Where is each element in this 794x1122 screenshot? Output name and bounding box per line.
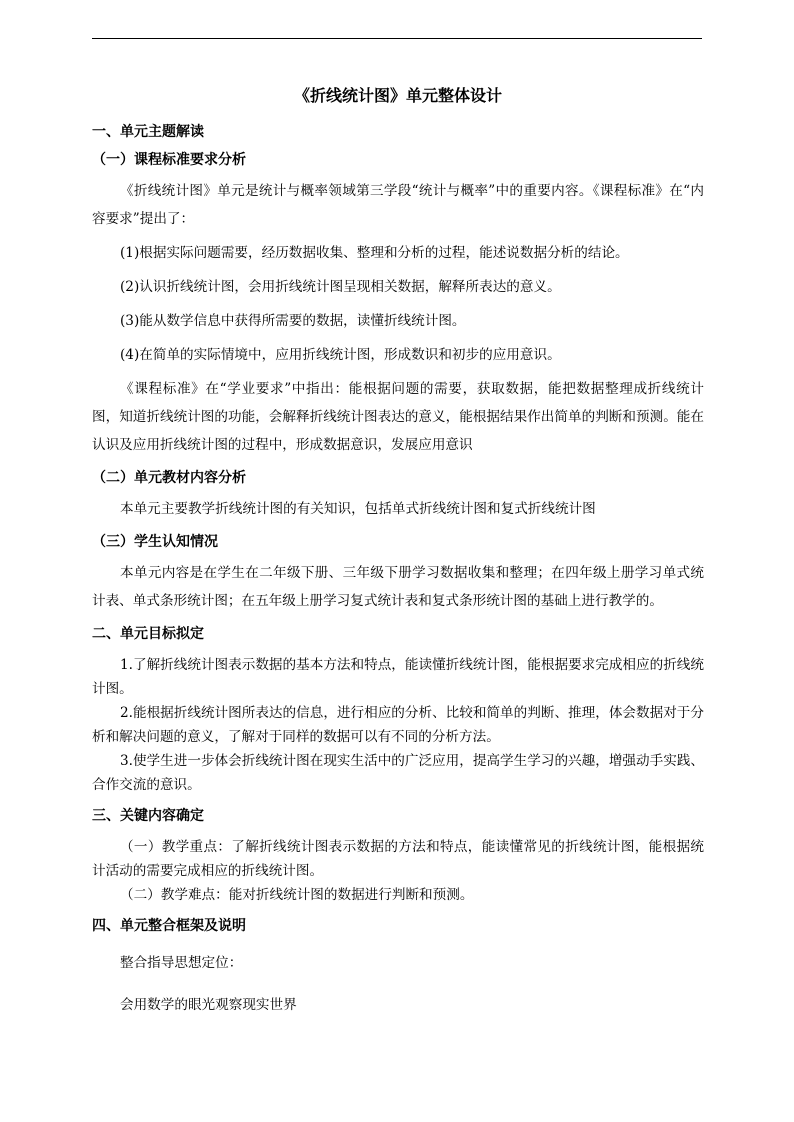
integration-guideline: 整合指导思想定位：	[120, 955, 243, 971]
standard-item-4: (4)在简单的实际情境中，应用折线统计图，形成数识和初步的应用意识。	[120, 347, 561, 363]
page-title: 《折线统计图》单元整体设计	[293, 86, 502, 105]
section-1-2-text: 本单元主要教学折线统计图的有关知识，包括单式折线统计图和复式折线统计图	[120, 501, 596, 517]
section-3-heading: 三、关键内容确定	[92, 808, 204, 824]
standard-item-2: (2)认识折线统计图，会用折线统计图呈现相关数据，解释所表达的意义。	[120, 279, 561, 295]
goal-3: 3.使学生进一步体会折线统计图在现实生活中的广泛应用，提高学生学习的兴趣，增强动手实践、合作交流的意识。	[92, 753, 704, 793]
section-1-1-heading: （一）课程标准要求分析	[92, 152, 246, 168]
document-body	[92, 85, 704, 1019]
teaching-difficulty: （二）教学难点：能对折线统计图的数据进行判断和预测。	[120, 887, 474, 903]
section-2-heading: 二、单元目标拟定	[92, 626, 204, 642]
integration-point: 会用数学的眼光观察现实世界	[120, 997, 297, 1013]
goal-2: 2.能根据折线统计图所表达的信息，进行相应的分析、比较和简单的判断、推理，体会数据对于分析和解决问题的意义，了解对于同样的数据可以有不同的分析方法。	[92, 705, 704, 745]
standard-item-3: (3)能从数学信息中获得所需要的数据，读懂折线统计图。	[120, 313, 466, 329]
goal-1: 1.了解折线统计图表示数据的基本方法和特点，能读懂折线统计图，能根据要求完成相应的折线统计图。	[92, 657, 704, 697]
header-rule	[92, 38, 702, 39]
section-1-3-heading: （三）学生认知情况	[92, 534, 218, 550]
section-4-heading: 四、单元整合框架及说明	[92, 918, 246, 934]
section-1-1-intro: 《折线统计图》单元是统计与概率领域第三学段“统计与概率”中的重要内容。《课程标准》在“内容要求”提出了：	[92, 183, 704, 227]
section-1-2-heading: （二）单元教材内容分析	[92, 470, 246, 486]
teaching-key-point: （一）教学重点：了解折线统计图表示数据的方法和特点，能读懂常见的折线统计图，能根据统计活动的需要完成相应的折线统计图。	[92, 839, 704, 879]
section-1-1-summary: 《课程标准》在“学业要求”中指出：能根据问题的需要，获取数据，能把数据整理成折线统计图，知道折线统计图的功能，会解释折线统计图表达的意义，能根据结果作出简单的判断和预测。能在认识及应用折线统计图的过程中，形成数据意识，发展应用意识	[92, 381, 704, 453]
standard-item-1: (1)根据实际问题需要，经历数据收集、整理和分析的过程，能述说数据分析的结论。	[120, 245, 629, 261]
section-1-3-text: 本单元内容是在学生在二年级下册、三年级下册学习数据收集和整理；在四年级上册学习单式统计表、单式条形统计图；在五年级上册学习复式统计表和复式条形统计图的基础上进行教学的。	[92, 565, 704, 609]
section-1-heading: 一、单元主题解读	[92, 124, 204, 140]
